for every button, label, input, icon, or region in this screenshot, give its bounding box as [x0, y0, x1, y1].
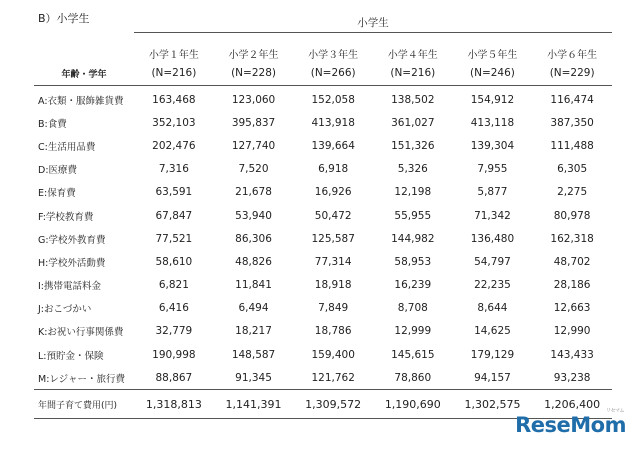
- table-row: [34, 227, 612, 250]
- row-label: K:お祝い行事関係費: [38, 327, 124, 339]
- sample-size: (N=246): [453, 61, 533, 86]
- cell-value: 58,953: [394, 255, 432, 268]
- cell-value: 6,821: [158, 279, 189, 292]
- cell-value: 54,797: [474, 255, 511, 268]
- cell-value: 12,663: [553, 302, 591, 315]
- cell-value: 202,476: [152, 139, 196, 152]
- cell-value: 77,314: [314, 255, 352, 268]
- cell-value: 8,708: [397, 302, 428, 315]
- total-value: 1,141,391: [214, 390, 294, 419]
- cell-value: 67,847: [155, 209, 193, 222]
- cell-value: 116,474: [550, 93, 594, 106]
- total-value: 1,302,575: [453, 390, 533, 419]
- table-row: [34, 134, 612, 157]
- row-label: C:生活用品費: [38, 141, 96, 153]
- table-row: [34, 297, 612, 320]
- cell-value: 78,860: [394, 371, 432, 384]
- total-value: 1,318,813: [134, 390, 214, 419]
- cell-value: 32,779: [155, 325, 193, 338]
- sample-size: (N=229): [532, 61, 612, 86]
- grade-header: 小学３年生: [308, 50, 359, 61]
- cell-value: 63,591: [155, 186, 193, 199]
- row-label: E:保育費: [38, 188, 76, 200]
- cell-value: 93,238: [553, 371, 591, 384]
- cell-value: 21,678: [235, 186, 272, 199]
- row-label: B:食費: [38, 118, 67, 130]
- table-row: [34, 181, 612, 204]
- cell-value: 11,841: [235, 279, 272, 292]
- cell-value: 12,990: [553, 325, 591, 338]
- cell-value: 190,998: [152, 348, 196, 361]
- section-label: B）小学生: [38, 12, 90, 25]
- resemom-logo: [515, 408, 626, 437]
- cell-value: 139,304: [470, 139, 515, 152]
- cell-value: 8,644: [477, 302, 508, 315]
- grade-header: 小学１年生: [148, 50, 199, 61]
- cell-value: 58,610: [155, 255, 193, 268]
- cell-value: 28,186: [553, 279, 591, 292]
- grade-header: 小学５年生: [467, 50, 518, 61]
- cell-value: 6,416: [158, 302, 189, 315]
- table-row: [34, 274, 612, 297]
- cell-value: 12,198: [394, 186, 432, 199]
- cell-value: 163,468: [152, 93, 196, 106]
- total-value: 1,309,572: [293, 390, 373, 419]
- cell-value: 6,918: [318, 163, 349, 176]
- table-row: [34, 366, 612, 390]
- cell-value: 53,940: [235, 209, 272, 222]
- group-header: 小学生: [134, 12, 612, 33]
- sample-size: (N=228): [214, 61, 294, 86]
- sample-size-row: [34, 61, 612, 86]
- cell-value: 143,433: [550, 348, 594, 361]
- logo-text: ReseMom: [515, 413, 626, 437]
- cell-value: 14,625: [474, 325, 511, 338]
- cell-value: 18,918: [314, 279, 352, 292]
- grade-header: 小学６年生: [547, 50, 598, 61]
- cell-value: 86,306: [235, 232, 272, 245]
- cell-value: 387,350: [550, 116, 594, 129]
- table-row: [34, 204, 612, 227]
- header-empty-cell: [34, 12, 134, 33]
- cell-value: 138,502: [391, 93, 435, 106]
- table-row: [34, 320, 612, 343]
- cell-value: 413,118: [470, 116, 515, 129]
- cell-value: 48,702: [553, 255, 591, 268]
- table-row: [34, 86, 612, 112]
- cell-value: 121,762: [311, 371, 355, 384]
- row-label: F:学校教育費: [38, 211, 94, 223]
- cell-value: 152,058: [311, 93, 355, 106]
- sample-size: (N=216): [373, 61, 453, 86]
- cell-value: 55,955: [394, 209, 432, 222]
- table-row: [34, 158, 612, 181]
- cell-value: 145,615: [391, 348, 435, 361]
- cell-value: 151,326: [391, 139, 435, 152]
- grade-header-row: [34, 33, 612, 62]
- cell-value: 94,157: [474, 371, 511, 384]
- cell-value: 144,982: [391, 232, 435, 245]
- cell-value: 71,342: [474, 209, 511, 222]
- cell-value: 139,664: [311, 139, 355, 152]
- cell-value: 91,345: [235, 371, 272, 384]
- cell-value: 88,867: [155, 371, 193, 384]
- sample-size: (N=216): [134, 61, 214, 86]
- cell-value: 48,826: [235, 255, 272, 268]
- cell-value: 7,955: [477, 163, 508, 176]
- sample-size: (N=266): [293, 61, 373, 86]
- cell-value: 7,520: [238, 163, 269, 176]
- logo-subtext: リセマム: [606, 408, 624, 414]
- row-label: I:携帯電話料金: [38, 281, 102, 293]
- expense-table: [34, 12, 612, 419]
- grade-header-empty: [34, 33, 134, 62]
- row-label: D:医療費: [38, 165, 78, 177]
- cell-value: 395,837: [231, 116, 276, 129]
- cell-value: 22,235: [474, 279, 511, 292]
- grade-header: 小学４年生: [387, 50, 438, 61]
- cell-value: 136,480: [470, 232, 515, 245]
- cell-value: 80,978: [553, 209, 591, 222]
- cell-value: 77,521: [155, 232, 193, 245]
- cell-value: 6,305: [557, 163, 588, 176]
- cell-value: 18,217: [235, 325, 272, 338]
- table-row: [34, 343, 612, 366]
- cell-value: 111,488: [550, 139, 594, 152]
- cell-value: 16,926: [314, 186, 352, 199]
- row-label: A:衣類・服飾雑貨費: [38, 95, 124, 107]
- total-label: 年間子育て費用(円): [34, 390, 134, 419]
- cell-value: 413,918: [311, 116, 355, 129]
- row-label: M:レジャー・旅行費: [38, 373, 125, 385]
- cell-value: 18,786: [314, 325, 352, 338]
- axis-label: 年齢・学年: [34, 61, 134, 86]
- row-label: L:預貯金・保険: [38, 350, 104, 362]
- cell-value: 5,877: [477, 186, 508, 199]
- cell-value: 154,912: [470, 93, 515, 106]
- cell-value: 16,239: [394, 279, 432, 292]
- cell-value: 148,587: [231, 348, 276, 361]
- cell-value: 12,999: [394, 325, 432, 338]
- row-label: H:学校外活動費: [38, 257, 106, 269]
- total-value: 1,190,690: [373, 390, 453, 419]
- row-label: G:学校外教育費: [38, 234, 106, 246]
- cell-value: 7,849: [318, 302, 349, 315]
- cell-value: 179,129: [470, 348, 515, 361]
- cell-value: 159,400: [311, 348, 355, 361]
- cell-value: 125,587: [311, 232, 355, 245]
- grade-header: 小学２年生: [228, 50, 279, 61]
- cell-value: 5,326: [397, 163, 428, 176]
- cell-value: 352,103: [152, 116, 196, 129]
- cell-value: 361,027: [391, 116, 435, 129]
- table-row: [34, 250, 612, 273]
- table-body: [34, 86, 612, 390]
- total-value: 1,206,400: [532, 390, 612, 419]
- cell-value: 50,472: [314, 209, 352, 222]
- cell-value: 162,318: [550, 232, 594, 245]
- table-row: [34, 111, 612, 134]
- cell-value: 6,494: [238, 302, 269, 315]
- row-label: J:おこづかい: [38, 304, 92, 316]
- cell-value: 2,275: [557, 186, 588, 199]
- cell-value: 7,316: [158, 163, 189, 176]
- cell-value: 127,740: [231, 139, 276, 152]
- cell-value: 123,060: [231, 93, 276, 106]
